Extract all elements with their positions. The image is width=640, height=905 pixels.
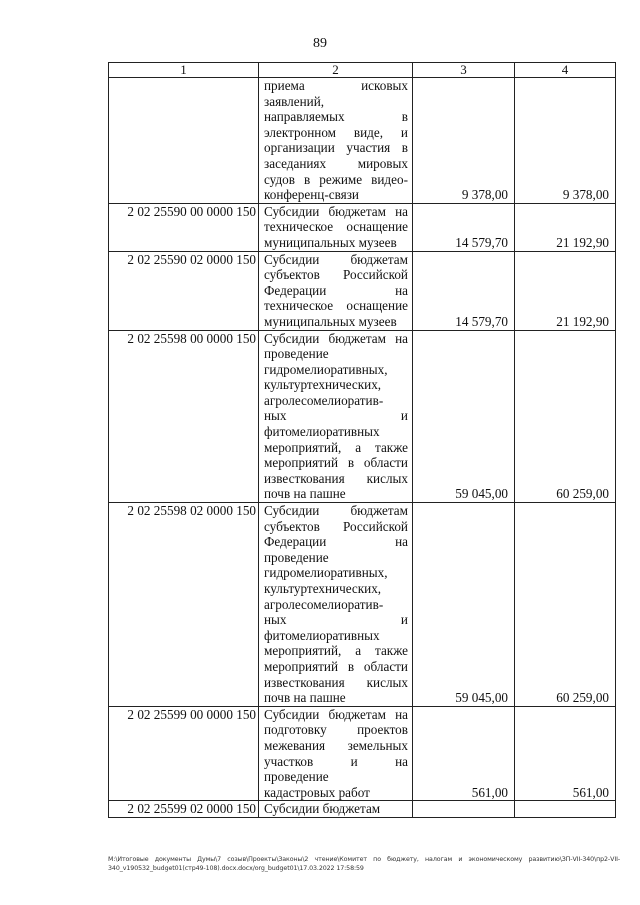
amount-col3-cell	[413, 801, 515, 818]
description-line: техническое оснащение	[264, 219, 408, 235]
amount-col3-cell: 59 045,00	[413, 330, 515, 503]
description-line: подготовку проектов	[264, 722, 408, 738]
description-line: судов в режиме видео-	[264, 171, 408, 187]
description-cell	[259, 801, 413, 818]
description-line: проведение	[264, 346, 329, 362]
description-line: Федерации на	[264, 282, 408, 298]
description-line: мероприятий в области	[264, 658, 408, 674]
description-line: Субсидии бюджетам на	[264, 330, 408, 346]
description-line: агролесомелиоратив-	[264, 596, 384, 612]
description-line: участков и на	[264, 753, 408, 769]
amount-col3-cell: 14 579,70	[413, 251, 515, 330]
description-line: субъектов Российской	[264, 518, 408, 534]
amount-col3-cell: 9 378,00	[413, 78, 515, 204]
budget-code-cell: 2 02 25598 02 0000 150	[109, 503, 259, 707]
budget-code-cell: 2 02 25590 02 0000 150	[109, 251, 259, 330]
description-line: Субсидии бюджетам на	[264, 203, 408, 219]
description-line: направляемых в	[264, 109, 408, 125]
table-row	[109, 801, 616, 818]
amount-col4-cell: 561,00	[515, 706, 616, 801]
budget-code-cell: 2 02 25598 00 0000 150	[109, 330, 259, 503]
amount-col4-cell: 21 192,90	[515, 251, 616, 330]
description-line: конференц-связи	[264, 187, 359, 203]
description-line: культуртехнических,	[264, 581, 382, 596]
table-row	[109, 78, 616, 204]
description-line: заседаниях мировых	[264, 155, 408, 171]
description-line: муниципальных музеев	[264, 313, 397, 329]
column-header-1: 1	[109, 63, 259, 78]
amount-col4-cell	[515, 801, 616, 818]
description-line: Субсидии бюджетам	[264, 251, 408, 267]
amount-col3-cell: 14 579,70	[413, 203, 515, 251]
amount-col3-cell: 59 045,00	[413, 503, 515, 707]
table-row	[109, 503, 616, 707]
description-line: почв на пашне	[264, 486, 346, 502]
description-line: муниципальных музеев	[264, 234, 397, 250]
description-line: фитомелиоративных	[264, 424, 380, 440]
description-line: проведение	[264, 549, 329, 565]
description-line: известкования кислых	[264, 470, 408, 486]
description-line: мероприятий в области	[264, 455, 408, 471]
budget-table	[108, 62, 616, 818]
amount-col4-cell: 9 378,00	[515, 78, 616, 204]
table-row	[109, 203, 616, 251]
description-line: мероприятий, а также	[264, 439, 408, 455]
description-line: заявлений,	[264, 93, 325, 109]
description-cell	[259, 78, 413, 204]
description-line: фитомелиоративных	[264, 627, 380, 643]
amount-col4-cell: 21 192,90	[515, 203, 616, 251]
description-line: культуртехнических,	[264, 377, 382, 393]
description-line: кадастровых работ	[264, 784, 370, 800]
column-header-4: 4	[515, 63, 616, 78]
description-line: организации участия в	[264, 140, 408, 156]
description-line: известкования кислых	[264, 674, 408, 690]
budget-code-cell: 2 02 25590 00 0000 150	[109, 203, 259, 251]
description-line: электронном виде, и	[264, 124, 408, 140]
page-number: 89	[313, 36, 327, 51]
budget-code-cell: 2 02 25599 02 0000 150	[109, 801, 259, 818]
document-path-footer: М:\Итоговые документы Думы\7 созыв\Проекты\Законы\2 чтение\Комитет по бюджету, налогам и экономическому развитию\ЗП-VII-340\пр2-VII-340_v190532_budget01(стр49-108).docx.docx/org_budget01\17.03.2022 17:58:59	[108, 856, 620, 872]
column-header-3: 3	[413, 63, 515, 78]
table-header-row	[109, 63, 616, 78]
amount-col4-cell: 60 259,00	[515, 330, 616, 503]
description-line: межевания земельных	[264, 737, 408, 753]
description-cell	[259, 251, 413, 330]
description-cell	[259, 706, 413, 801]
budget-code-cell: 2 02 25599 00 0000 150	[109, 706, 259, 801]
description-line: гидромелиоративных,	[264, 565, 388, 581]
description-line: ных и	[264, 612, 408, 628]
description-cell	[259, 330, 413, 503]
description-line: Субсидии бюджетам	[264, 503, 408, 519]
amount-col4-cell: 60 259,00	[515, 503, 616, 707]
description-line: почв на пашне	[264, 690, 346, 706]
table-row	[109, 251, 616, 330]
table-row	[109, 706, 616, 801]
description-line: проведение	[264, 769, 329, 785]
description-line: Субсидии бюджетам	[264, 801, 381, 817]
description-line: субъектов Российской	[264, 267, 408, 283]
table-row	[109, 330, 616, 503]
description-cell	[259, 203, 413, 251]
column-header-2: 2	[259, 63, 413, 78]
description-line: техническое оснащение	[264, 298, 408, 314]
description-line: Субсидии бюджетам на	[264, 706, 408, 722]
amount-col3-cell: 561,00	[413, 706, 515, 801]
description-line: ных и	[264, 408, 408, 424]
description-line: агролесомелиоратив-	[264, 392, 384, 408]
description-line: Федерации на	[264, 534, 408, 550]
description-cell	[259, 503, 413, 707]
description-line: приема исковых	[264, 78, 408, 93]
description-line: гидромелиоративных,	[264, 361, 388, 377]
budget-code-cell	[109, 78, 259, 204]
description-line: мероприятий, а также	[264, 643, 408, 659]
